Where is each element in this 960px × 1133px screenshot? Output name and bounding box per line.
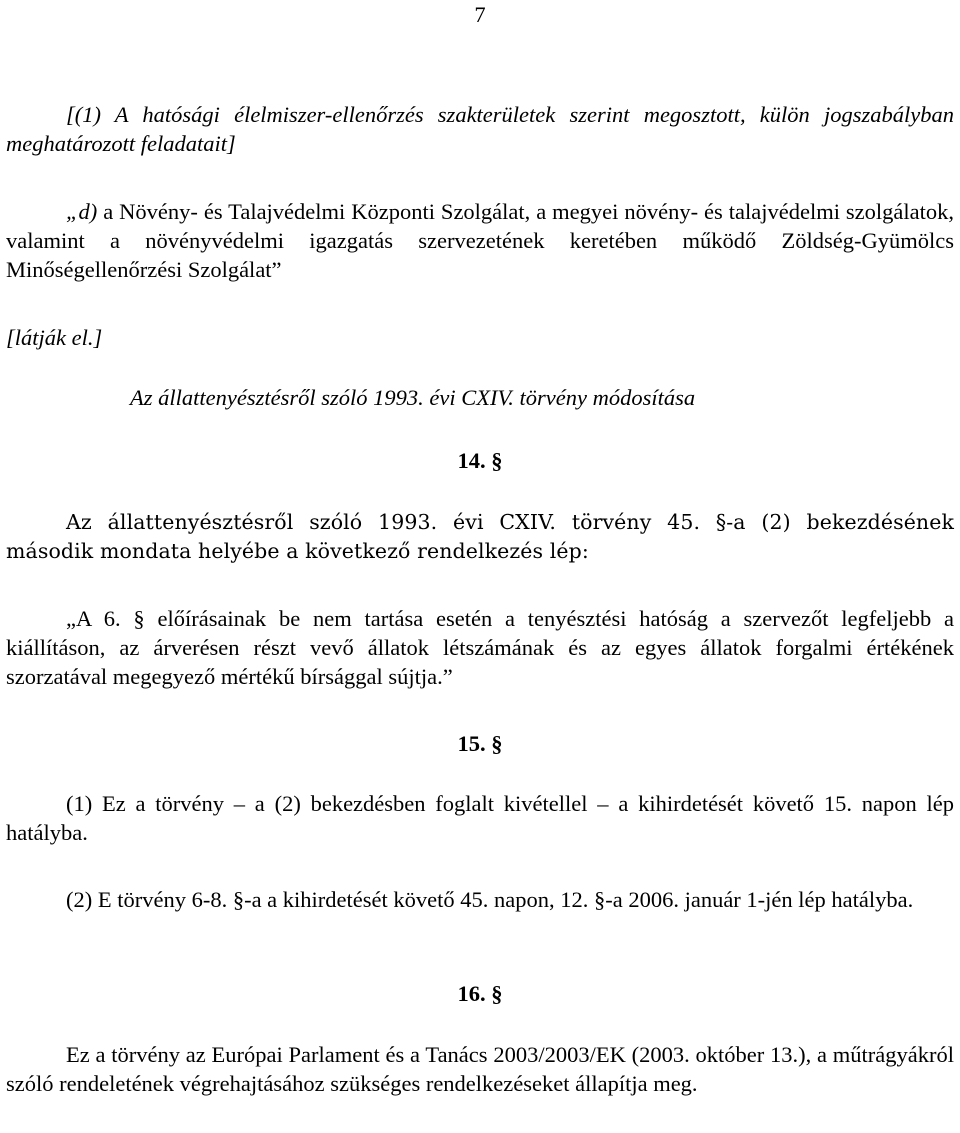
latjak-el-text: [látják el.] xyxy=(6,325,103,350)
intro-paragraph: [(1) A hatósági élelmiszer-ellenőrzés szakterületek szerint megosztott, külön jogszabályban meghatározott feladatait] xyxy=(6,102,954,156)
section-16-heading: 16. § xyxy=(457,981,503,1006)
amendment-heading: Az állattenyésztésről szóló 1993. évi CXIV. törvény módosítása xyxy=(130,385,696,410)
item-d-text: a Növény- és Talajvédelmi Központi Szolgálat, a megyei növény- és talajvédelmi szolgálatok, valamint a növényvédelmi igazgatás szervezetének keretében működő Zöldség-Gyümölcs Minőségellenőrzési Szolgálat” xyxy=(6,199,955,282)
section-14-quote: „A 6. § előírásainak be nem tartása esetén a tenyésztési hatóság a szervezőt legfeljebb a kiállításon, az árverésen részt vevő állatok létszámának és az egyes állatok forgalmi értékének szorzatával megegyező mértékű bírsággal sújtja.” xyxy=(6,606,954,689)
section-15-paragraph-1: (1) Ez a törvény – a (2) bekezdésben foglalt kivétellel – a kihirdetését követő 15. napon lép hatályba. xyxy=(6,791,954,845)
item-d-label: „d) xyxy=(66,199,98,224)
section-15-heading: 15. § xyxy=(457,731,503,756)
section-14-heading: 14. § xyxy=(457,448,503,473)
section-14-text: Az állattenyésztésről szóló 1993. évi CXIV. törvény 45. §-a (2) bekezdésének második mondata helyébe a következő rendelkezés lép: xyxy=(6,510,954,563)
page-number: 7 xyxy=(474,2,486,27)
item-d-paragraph xyxy=(6,197,954,284)
section-16-text: Ez a törvény az Európai Parlament és a Tanács 2003/2003/EK (2003. október 13.), a műtrágyákról szóló rendeletének végrehajtásához szükséges rendelkezéseket állapítja meg. xyxy=(6,1042,954,1096)
section-15-paragraph-2: (2) E törvény 6-8. §-a a kihirdetését követő 45. napon, 12. §-a 2006. január 1-jén lép hatályba. xyxy=(66,887,914,912)
